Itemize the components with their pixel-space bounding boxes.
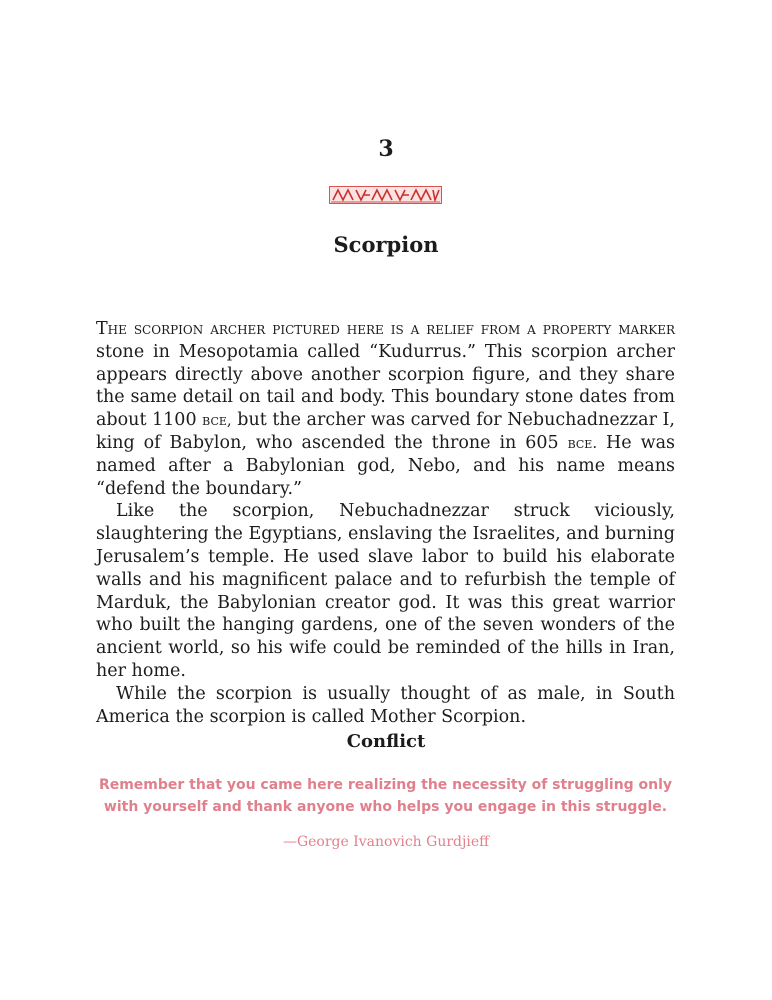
paragraph-2: Like the scorpion, Nebuchadnezzar struck viciously, slaughtering the Egyptians, enslaving the Israelites, and burning Jerusalem’s temple. He used slave labor to build his elaborate walls and his magnificent palace and to refurbish the temple of Marduk, the Babylonian creator god. It was this great warrior who built the hanging gardens, one of the seven wonders of the ancient world, so his wife could be reminded of the hills in Iran, her home. bbox=[96, 501, 675, 681]
paragraph-3: While the scorpion is usually thought of as male, in South America the scorpion is called Mother Scorpion. bbox=[96, 683, 675, 727]
paragraph-lead-small-caps: The scorpion archer pictured here is a relief from a property marker bbox=[96, 319, 675, 339]
paragraph-1-text-b: but the archer was carved for Nebuchadnezzar I, king of Babylon, who ascended the throne in 605 bbox=[96, 410, 675, 453]
paragraph-1-text-c: He was named after a Babylonian god, Nebo, and his name means “defend the boundary.” bbox=[96, 432, 675, 499]
chapter-ornament bbox=[329, 186, 442, 204]
epigraph-quote: Remember that you came here realizing the necessity of struggling only with yourself and thank anyone who helps you engage in this struggle. bbox=[98, 777, 673, 815]
body-text bbox=[96, 318, 675, 728]
chapter-number: 3 bbox=[378, 136, 394, 162]
era-label: bce. bbox=[567, 433, 598, 452]
paragraph-1-text-a: stone in Mesopotamia called “Kudurrus.” This scorpion archer appears directly above another scorpion figure, and they share the same detail on tail and body. This boundary stone dates from about 1100 bbox=[96, 341, 675, 431]
section-title: Conflict bbox=[346, 731, 426, 752]
epigraph-attribution: —George Ivanovich Gurdjieff bbox=[282, 834, 490, 850]
paragraph-1 bbox=[96, 318, 675, 500]
era-label: bce, bbox=[202, 411, 232, 430]
chapter-title: Scorpion bbox=[333, 232, 439, 257]
